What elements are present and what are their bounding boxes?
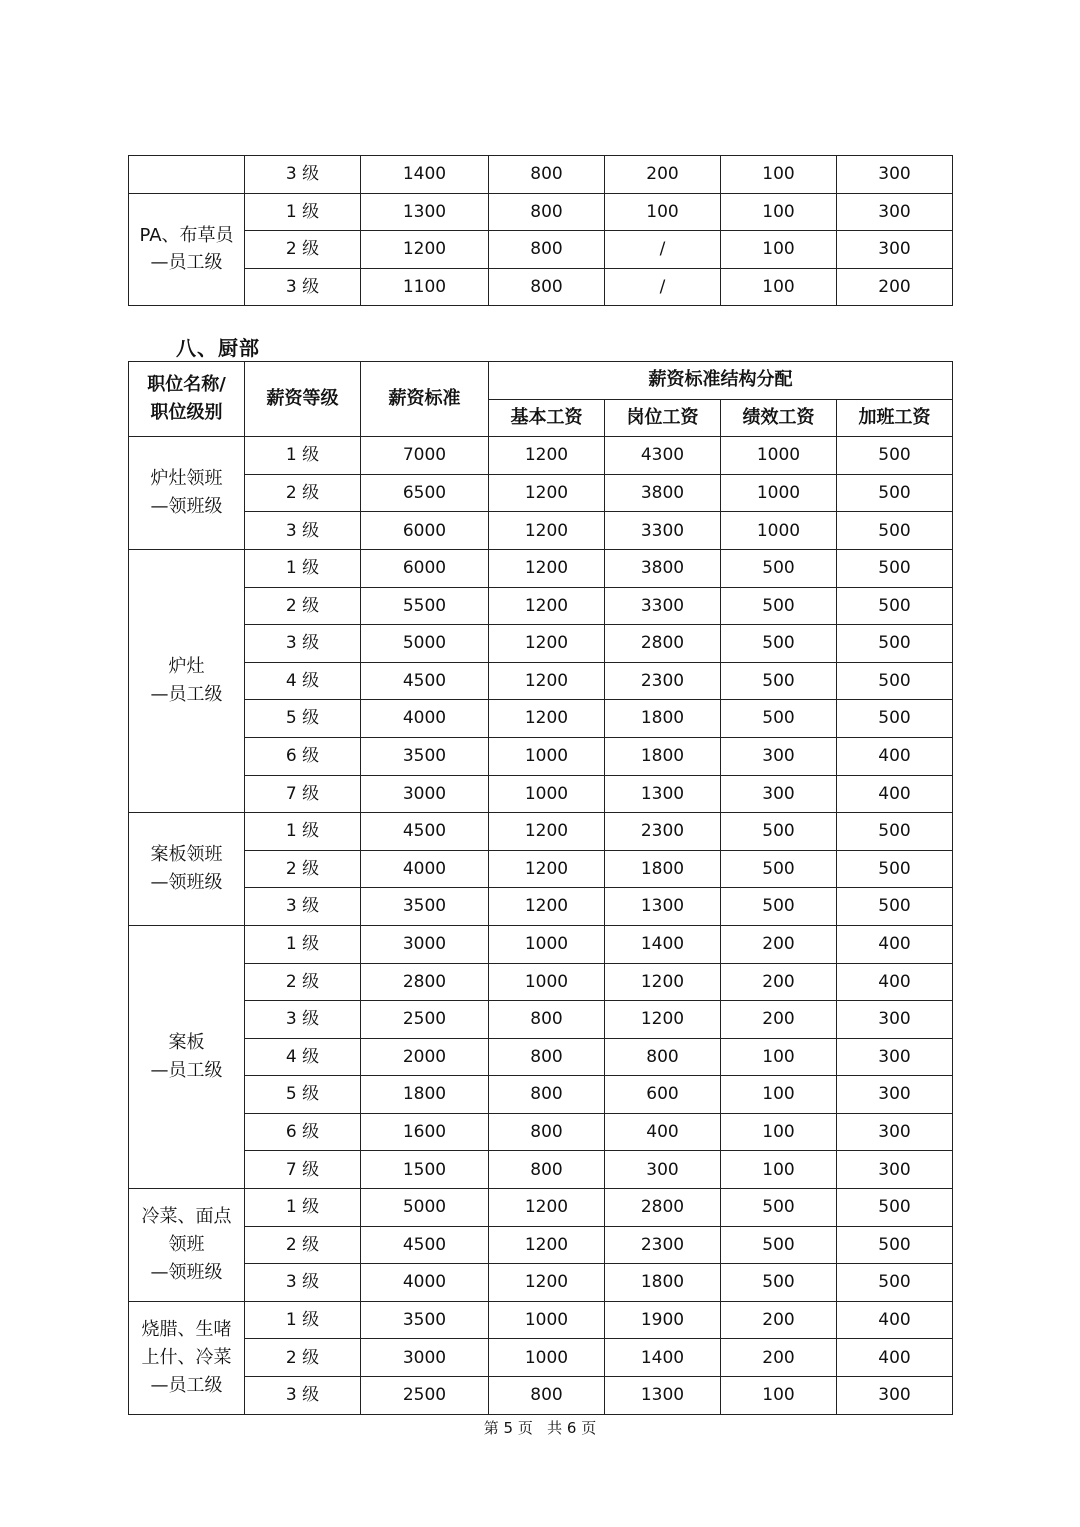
position-line: 冷菜、面点	[141, 1206, 232, 1228]
standard-cell: 1600	[361, 1113, 489, 1151]
performance-cell: 500	[721, 1264, 837, 1302]
grade-cell: 1 级	[245, 925, 361, 963]
overtime-cell: 500	[837, 700, 953, 738]
base-cell: 1200	[489, 662, 605, 700]
overtime-cell: 400	[837, 963, 953, 1001]
post-cell: /	[605, 231, 721, 269]
grade-cell: 6 级	[245, 1113, 361, 1151]
overtime-cell: 400	[837, 1301, 953, 1339]
performance-cell: 500	[721, 662, 837, 700]
grade-cell: 3 级	[245, 512, 361, 550]
post-cell: 2800	[605, 625, 721, 663]
table-row	[129, 1377, 953, 1415]
table-row	[129, 1076, 953, 1114]
position-line: 炉灶	[168, 656, 205, 678]
position-cell	[129, 925, 245, 1188]
standard-cell: 2500	[361, 1001, 489, 1039]
table-row	[129, 156, 953, 194]
base-cell: 1200	[489, 625, 605, 663]
position-line: 上什、冷菜	[141, 1346, 232, 1368]
base-cell: 1200	[489, 512, 605, 550]
overtime-cell: 300	[837, 1113, 953, 1151]
header-base: 基本工资	[489, 399, 605, 437]
base-cell: 1200	[489, 474, 605, 512]
overtime-cell: 300	[837, 193, 953, 231]
base-cell: 1200	[489, 1264, 605, 1302]
grade-cell: 1 级	[245, 193, 361, 231]
salary-table-continued	[128, 155, 953, 306]
standard-cell: 5000	[361, 1189, 489, 1227]
post-cell: 1900	[605, 1301, 721, 1339]
post-cell: 1400	[605, 1339, 721, 1377]
base-cell: 800	[489, 231, 605, 269]
base-cell: 1200	[489, 850, 605, 888]
performance-cell: 500	[721, 549, 837, 587]
overtime-cell: 500	[837, 437, 953, 475]
standard-cell: 3500	[361, 737, 489, 775]
grade-cell: 4 级	[245, 662, 361, 700]
base-cell: 1200	[489, 700, 605, 738]
post-cell: 1300	[605, 775, 721, 813]
overtime-cell: 500	[837, 625, 953, 663]
post-cell: 100	[605, 193, 721, 231]
table-row	[129, 1301, 953, 1339]
table-row	[129, 1151, 953, 1189]
standard-cell: 1800	[361, 1076, 489, 1114]
grade-cell: 2 级	[245, 587, 361, 625]
base-cell: 1000	[489, 963, 605, 1001]
grade-cell: 3 级	[245, 625, 361, 663]
kitchen-table-body	[129, 437, 953, 1414]
post-cell: 4300	[605, 437, 721, 475]
standard-cell: 1500	[361, 1151, 489, 1189]
overtime-cell: 300	[837, 1151, 953, 1189]
post-cell: 300	[605, 1151, 721, 1189]
table-row	[129, 1264, 953, 1302]
table-row	[129, 193, 953, 231]
performance-cell: 200	[721, 1001, 837, 1039]
page-number: 第 5 页	[483, 1419, 533, 1437]
standard-cell: 3500	[361, 888, 489, 926]
standard-cell: 5000	[361, 625, 489, 663]
salary-table-continued-body	[129, 156, 953, 306]
overtime-cell: 300	[837, 156, 953, 194]
grade-cell: 1 级	[245, 813, 361, 851]
standard-cell: 1200	[361, 231, 489, 269]
table-row	[129, 850, 953, 888]
standard-cell: 6000	[361, 549, 489, 587]
table-row	[129, 549, 953, 587]
table-row	[129, 437, 953, 475]
page-footer	[0, 1417, 1080, 1438]
standard-cell: 4500	[361, 1226, 489, 1264]
position-cell	[129, 156, 245, 194]
post-cell: 800	[605, 1038, 721, 1076]
overtime-cell: 300	[837, 231, 953, 269]
performance-cell: 300	[721, 737, 837, 775]
performance-cell: 100	[721, 268, 837, 306]
overtime-cell: 500	[837, 512, 953, 550]
position-line: —领班级	[150, 1261, 223, 1283]
kitchen-salary-table	[128, 361, 953, 1415]
overtime-cell: 400	[837, 1339, 953, 1377]
base-cell: 800	[489, 1001, 605, 1039]
post-cell: 2800	[605, 1189, 721, 1227]
grade-cell: 1 级	[245, 437, 361, 475]
performance-cell: 100	[721, 231, 837, 269]
position-line: —员工级	[150, 252, 223, 274]
base-cell: 1200	[489, 1189, 605, 1227]
table-row	[129, 737, 953, 775]
base-cell: 1200	[489, 437, 605, 475]
performance-cell: 200	[721, 1339, 837, 1377]
performance-cell: 100	[721, 1113, 837, 1151]
base-cell: 1200	[489, 587, 605, 625]
base-cell: 800	[489, 193, 605, 231]
base-cell: 800	[489, 1113, 605, 1151]
post-cell: 3800	[605, 549, 721, 587]
grade-cell: 1 级	[245, 549, 361, 587]
standard-cell: 2800	[361, 963, 489, 1001]
header-position-line: 职位级别	[150, 402, 223, 424]
performance-cell: 500	[721, 625, 837, 663]
overtime-cell: 400	[837, 925, 953, 963]
position-line: —员工级	[150, 1374, 223, 1396]
table-row	[129, 231, 953, 269]
grade-cell: 2 级	[245, 850, 361, 888]
overtime-cell: 500	[837, 587, 953, 625]
standard-cell: 4000	[361, 1264, 489, 1302]
grade-cell: 3 级	[245, 1001, 361, 1039]
header-position	[129, 362, 245, 437]
grade-cell: 2 级	[245, 963, 361, 1001]
grade-cell: 3 级	[245, 1377, 361, 1415]
position-line: —领班级	[150, 496, 223, 518]
base-cell: 1200	[489, 1226, 605, 1264]
performance-cell: 500	[721, 700, 837, 738]
position-line: 炉灶领班	[150, 468, 223, 490]
table-row	[129, 662, 953, 700]
standard-cell: 3000	[361, 775, 489, 813]
post-cell: 1800	[605, 737, 721, 775]
header-standard: 薪资标准	[361, 362, 489, 437]
base-cell: 1000	[489, 737, 605, 775]
base-cell: 1200	[489, 888, 605, 926]
post-cell: 1800	[605, 700, 721, 738]
table-row	[129, 888, 953, 926]
grade-cell: 2 级	[245, 1339, 361, 1377]
post-cell: 1800	[605, 1264, 721, 1302]
base-cell: 1000	[489, 775, 605, 813]
overtime-cell: 500	[837, 1264, 953, 1302]
overtime-cell: 300	[837, 1076, 953, 1114]
performance-cell: 100	[721, 1377, 837, 1415]
standard-cell: 3000	[361, 1339, 489, 1377]
performance-cell: 300	[721, 775, 837, 813]
post-cell: /	[605, 268, 721, 306]
position-line: 领班	[168, 1234, 205, 1255]
table-row	[129, 775, 953, 813]
header-structure: 薪资标准结构分配	[489, 362, 953, 400]
base-cell: 1200	[489, 813, 605, 851]
standard-cell: 2000	[361, 1038, 489, 1076]
position-line: 烧腊、生啫	[141, 1318, 232, 1340]
base-cell: 800	[489, 268, 605, 306]
overtime-cell: 300	[837, 1377, 953, 1415]
standard-cell: 4000	[361, 850, 489, 888]
overtime-cell: 500	[837, 813, 953, 851]
grade-cell: 3 级	[245, 888, 361, 926]
position-cell	[129, 193, 245, 306]
position-cell	[129, 549, 245, 812]
grade-cell: 7 级	[245, 775, 361, 813]
performance-cell: 200	[721, 1301, 837, 1339]
grade-cell: 6 级	[245, 737, 361, 775]
table-row	[129, 1339, 953, 1377]
section-title: 八、厨部	[176, 336, 260, 360]
position-line: —领班级	[150, 872, 223, 894]
standard-cell: 1100	[361, 268, 489, 306]
grade-cell: 7 级	[245, 1151, 361, 1189]
header-post: 岗位工资	[605, 399, 721, 437]
post-cell: 1200	[605, 1001, 721, 1039]
table-row	[129, 474, 953, 512]
performance-cell: 100	[721, 156, 837, 194]
performance-cell: 500	[721, 850, 837, 888]
performance-cell: 100	[721, 1038, 837, 1076]
grade-cell: 1 级	[245, 1189, 361, 1227]
table-row	[129, 625, 953, 663]
post-cell: 400	[605, 1113, 721, 1151]
post-cell: 1300	[605, 1377, 721, 1415]
table-row	[129, 813, 953, 851]
table-row	[129, 512, 953, 550]
grade-cell: 2 级	[245, 231, 361, 269]
performance-cell: 500	[721, 813, 837, 851]
base-cell: 800	[489, 1038, 605, 1076]
performance-cell: 1000	[721, 512, 837, 550]
position-line: —员工级	[150, 1059, 223, 1081]
overtime-cell: 500	[837, 1226, 953, 1264]
grade-cell: 4 级	[245, 1038, 361, 1076]
post-cell: 3300	[605, 587, 721, 625]
grade-cell: 1 级	[245, 1301, 361, 1339]
performance-cell: 100	[721, 1076, 837, 1114]
base-cell: 1000	[489, 925, 605, 963]
table-row	[129, 587, 953, 625]
performance-cell: 500	[721, 587, 837, 625]
standard-cell: 2500	[361, 1377, 489, 1415]
base-cell: 800	[489, 1151, 605, 1189]
performance-cell: 200	[721, 925, 837, 963]
standard-cell: 4500	[361, 813, 489, 851]
standard-cell: 1400	[361, 156, 489, 194]
grade-cell: 3 级	[245, 156, 361, 194]
position-line: —员工级	[150, 684, 223, 706]
standard-cell: 1300	[361, 193, 489, 231]
overtime-cell: 300	[837, 1001, 953, 1039]
standard-cell: 5500	[361, 587, 489, 625]
performance-cell: 500	[721, 1226, 837, 1264]
performance-cell: 1000	[721, 474, 837, 512]
table-row	[129, 1189, 953, 1227]
table-row	[129, 925, 953, 963]
performance-cell: 1000	[721, 437, 837, 475]
post-cell: 3300	[605, 512, 721, 550]
standard-cell: 4500	[361, 662, 489, 700]
performance-cell: 500	[721, 1189, 837, 1227]
post-cell: 3800	[605, 474, 721, 512]
post-cell: 1200	[605, 963, 721, 1001]
post-cell: 1300	[605, 888, 721, 926]
grade-cell: 5 级	[245, 700, 361, 738]
standard-cell: 3000	[361, 925, 489, 963]
overtime-cell: 400	[837, 737, 953, 775]
table-row	[129, 268, 953, 306]
overtime-cell: 500	[837, 662, 953, 700]
header-position-line: 职位名称/	[147, 374, 226, 396]
overtime-cell: 400	[837, 775, 953, 813]
page-total: 共 6 页	[547, 1419, 597, 1437]
header-grade: 薪资等级	[245, 362, 361, 437]
position-cell	[129, 1189, 245, 1302]
overtime-cell: 200	[837, 268, 953, 306]
base-cell: 800	[489, 1377, 605, 1415]
base-cell: 800	[489, 156, 605, 194]
post-cell: 2300	[605, 813, 721, 851]
table-row	[129, 1001, 953, 1039]
performance-cell: 100	[721, 1151, 837, 1189]
grade-cell: 3 级	[245, 268, 361, 306]
post-cell: 200	[605, 156, 721, 194]
performance-cell: 200	[721, 963, 837, 1001]
overtime-cell: 300	[837, 1038, 953, 1076]
standard-cell: 6000	[361, 512, 489, 550]
kitchen-table-header	[129, 362, 953, 437]
standard-cell: 4000	[361, 700, 489, 738]
base-cell: 1000	[489, 1339, 605, 1377]
table-row	[129, 700, 953, 738]
position-line: 案板领班	[150, 844, 223, 866]
overtime-cell: 500	[837, 850, 953, 888]
post-cell: 600	[605, 1076, 721, 1114]
standard-cell: 3500	[361, 1301, 489, 1339]
base-cell: 1200	[489, 549, 605, 587]
overtime-cell: 500	[837, 1189, 953, 1227]
table-row	[129, 1226, 953, 1264]
grade-cell: 2 级	[245, 1226, 361, 1264]
overtime-cell: 500	[837, 474, 953, 512]
header-performance: 绩效工资	[721, 399, 837, 437]
table-row	[129, 1113, 953, 1151]
post-cell: 1400	[605, 925, 721, 963]
table-row	[129, 1038, 953, 1076]
overtime-cell: 500	[837, 888, 953, 926]
post-cell: 1800	[605, 850, 721, 888]
position-line: 案板	[168, 1032, 205, 1054]
grade-cell: 2 级	[245, 474, 361, 512]
position-cell	[129, 813, 245, 926]
overtime-cell: 500	[837, 549, 953, 587]
base-cell: 1000	[489, 1301, 605, 1339]
performance-cell: 100	[721, 193, 837, 231]
position-cell	[129, 437, 245, 550]
performance-cell: 500	[721, 888, 837, 926]
standard-cell: 7000	[361, 437, 489, 475]
standard-cell: 6500	[361, 474, 489, 512]
header-overtime: 加班工资	[837, 399, 953, 437]
position-line: PA、布草员	[139, 224, 234, 246]
post-cell: 2300	[605, 662, 721, 700]
grade-cell: 3 级	[245, 1264, 361, 1302]
position-cell	[129, 1301, 245, 1414]
grade-cell: 5 级	[245, 1076, 361, 1114]
table-row	[129, 963, 953, 1001]
base-cell: 800	[489, 1076, 605, 1114]
post-cell: 2300	[605, 1226, 721, 1264]
